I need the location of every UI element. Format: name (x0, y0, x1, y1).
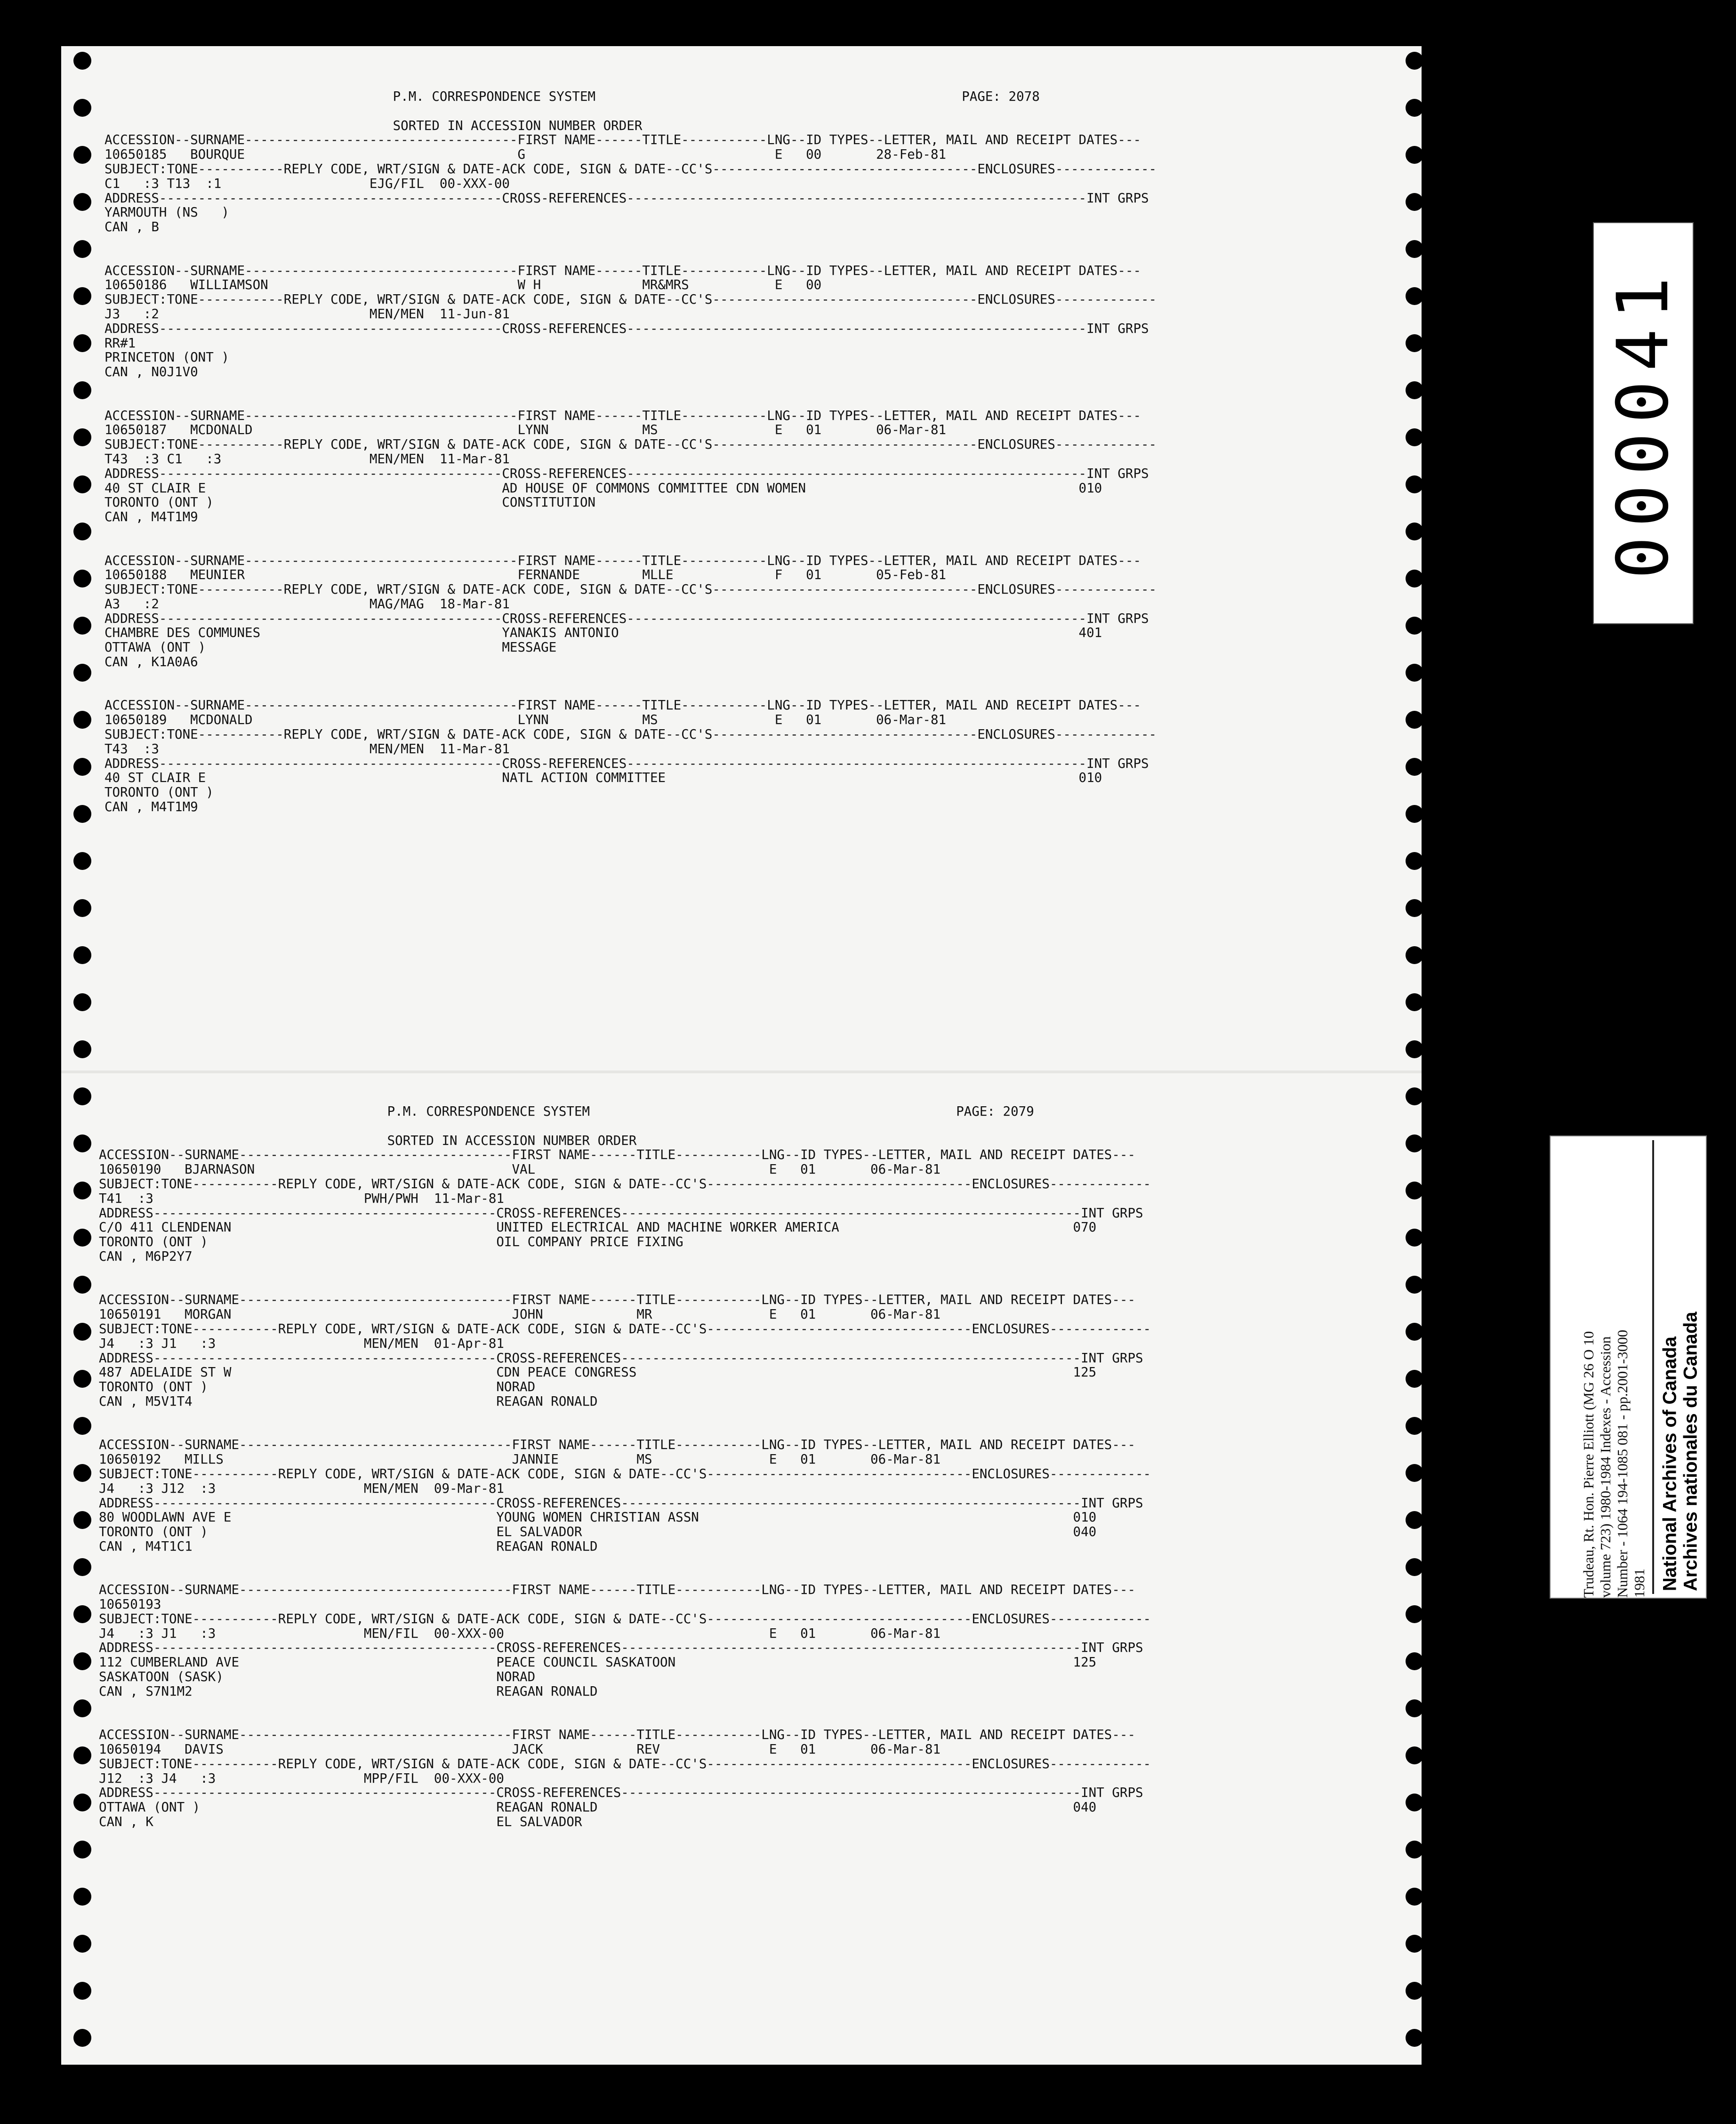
feed-hole (73, 946, 91, 964)
feed-hole (1406, 475, 1423, 493)
feed-hole (1406, 1323, 1423, 1341)
feed-hole (73, 1511, 91, 1529)
feed-hole (1406, 52, 1423, 70)
feed-hole (73, 1370, 91, 1388)
feed-hole (73, 99, 91, 117)
feed-hole (1406, 664, 1423, 682)
feed-hole (1406, 805, 1423, 823)
report-page-2078 (61, 46, 1422, 1054)
feed-hole (1406, 193, 1423, 211)
feed-hole (1406, 1605, 1423, 1623)
feed-hole (73, 240, 91, 258)
feed-hole (1406, 946, 1423, 964)
feed-hole (1406, 1511, 1423, 1529)
feed-hole (73, 475, 91, 493)
frame-number-tab (1593, 222, 1694, 624)
feed-hole (73, 334, 91, 352)
frame-number: 000041 (1602, 267, 1684, 579)
feed-hole (1406, 381, 1423, 399)
feed-hole (1406, 1040, 1423, 1058)
feed-hole (1406, 1794, 1423, 1811)
page-2079-listing: P.M. CORRESPONDENCE SYSTEM PAGE: 2079 SORTED IN ACCESSION NUMBER ORDER ACCESSION--SURNAME-----------------------------------FIRST NAME------TITLE-----------LNG--ID TYPES--LETTER, MAIL AND RECEIPT DATES--- 10650190 BJARNASON VAL E 01 06-Mar-81 SUBJECT:TONE-----------REPLY CODE, WRT/SIGN & DATE-ACK CODE, SIGN & DATE--CC'S----------------------------------ENCLOSURES------------- T41 :3 PWH/PWH 11-Mar-81 ADDRESS--------------------------------------------CROSS-REFERENCES-----------------------------------------------------------INT GRPS C/O 411 CLENDENAN UNITED ELECTRICAL AND MACHINE WORKER AMERICA 070 TORONTO (ONT ) OIL COMPANY PRICE FIXING CAN , M6P2Y7 ACCESSION--SURNAME-----------------------------------FIRST NAME------TITLE-----------LNG--ID TYPES--LETTER, MAIL AND RECEIPT DATES--- 10650191 MORGAN JOHN MR E 01 06-Mar-81 SUBJECT:TONE-----------REPLY CODE, WRT/SIGN & DATE-ACK CODE, SIGN & DATE--CC'S----------------------------------ENCLOSURES------------- J4 :3 J1 :3 MEN/MEN 01-Apr-81 ADDRESS--------------------------------------------CROSS-REFERENCES-----------------------------------------------------------INT GRPS 487 ADELAIDE ST W CDN PEACE CONGRESS 125 TORONTO (ONT ) NORAD CAN , M5V1T4 REAGAN RONALD ACCESSION--SURNAME-----------------------------------FIRST NAME------TITLE-----------LNG--ID TYPES--LETTER, MAIL AND RECEIPT DATES--- 10650192 MILLS JANNIE MS E 01 06-Mar-81 SUBJECT:TONE-----------REPLY CODE, WRT/SIGN & DATE-ACK CODE, SIGN & DATE--CC'S----------------------------------ENCLOSURES------------- J4 :3 J12 :3 MEN/MEN 09-Mar-81 ADDRESS--------------------------------------------CROSS-REFERENCES-----------------------------------------------------------INT GRPS 80 WOODLAWN AVE E YOUNG WOMEN CHRISTIAN ASSN 010 TORONTO (ONT ) EL SALVADOR 040 CAN , M4T1C1 REAGAN RONALD ACCESSION--SURNAME-----------------------------------FIRST NAME------TITLE-----------LNG--ID TYPES--LETTER, MAIL AND RECEIPT DATES--- 10650193 SUBJECT:TONE-----------REPLY CODE, WRT/SIGN & DATE-ACK CODE, SIGN & DATE--CC'S----------------------------------ENCLOSURES------------- J4 :3 J1 :3 MEN/FIL 00-XXX-00 E 01 06-Mar-81 ADDRESS--------------------------------------------CROSS-REFERENCES-----------------------------------------------------------INT GRPS 112 CUMBERLAND AVE PEACE COUNCIL SASKATOON 125 SASKATOON (SASK) NORAD CAN , S7N1M2 REAGAN RONALD ACCESSION--SURNAME-----------------------------------FIRST NAME------TITLE-----------LNG--ID TYPES--LETTER, MAIL AND RECEIPT DATES--- 10650194 DAVIS JACK REV E 01 06-Mar-81 SUBJECT:TONE-----------REPLY CODE, WRT/SIGN & DATE-ACK CODE, SIGN & DATE--CC'S----------------------------------ENCLOSURES------------- J12 :3 J4 :3 MPP/FIL 00-XXX-00 ADDRESS--------------------------------------------CROSS-REFERENCES-----------------------------------------------------------INT GRPS OTTAWA (ONT ) REAGAN RONALD 040 CAN , K EL SALVADOR (99, 1104, 1151, 1830)
feed-hole (73, 1276, 91, 1294)
archive-description: Trudeau, Rt. Hon. Pierre Elliott (MG 26 O 10 volume 723) 1980-1984 Indexes - Accession Number - 1064 194-1085 081 - pp.2001-3000 1981 (1580, 1329, 1648, 1598)
feed-hole (73, 1699, 91, 1717)
feed-hole (73, 52, 91, 70)
feed-hole (73, 617, 91, 635)
feed-hole (73, 758, 91, 776)
feed-hole (73, 1323, 91, 1341)
feed-hole (73, 1464, 91, 1482)
feed-hole (73, 381, 91, 399)
feed-hole (1406, 993, 1423, 1011)
feed-hole (1406, 1182, 1423, 1199)
feed-hole (1406, 1134, 1423, 1152)
feed-hole (73, 1417, 91, 1435)
feed-hole (73, 523, 91, 540)
feed-hole (1406, 1087, 1423, 1105)
feed-hole (73, 1841, 91, 1858)
feed-hole (73, 1182, 91, 1199)
feed-hole (1406, 99, 1423, 117)
feed-hole (73, 664, 91, 682)
feed-hole (1406, 1558, 1423, 1576)
feed-hole (73, 899, 91, 917)
feed-hole (73, 2029, 91, 2047)
feed-hole (73, 146, 91, 164)
label-divider (1652, 1140, 1654, 1594)
feed-hole (1406, 2029, 1423, 2047)
feed-hole (73, 1794, 91, 1811)
feed-hole (73, 428, 91, 446)
feed-hole (73, 570, 91, 587)
feed-hole (1406, 523, 1423, 540)
feed-hole (1406, 617, 1423, 635)
printout-sheet (61, 46, 1422, 2065)
feed-hole (1406, 1276, 1423, 1294)
feed-hole (73, 1134, 91, 1152)
feed-hole (1406, 758, 1423, 776)
feed-hole (1406, 146, 1423, 164)
feed-hole (1406, 287, 1423, 305)
feed-hole (1406, 1699, 1423, 1717)
feed-hole (1406, 1841, 1423, 1858)
feed-hole (1406, 1982, 1423, 2000)
feed-hole (1406, 852, 1423, 870)
feed-hole (1406, 1652, 1423, 1670)
feed-hole (1406, 1229, 1423, 1247)
feed-hole (73, 711, 91, 729)
feed-hole (73, 1888, 91, 1906)
archive-label (1550, 1135, 1707, 1599)
feed-hole (1406, 570, 1423, 587)
feed-hole (1406, 1464, 1423, 1482)
feed-hole (1406, 1746, 1423, 1764)
feed-hole (73, 1087, 91, 1105)
feed-hole (1406, 1417, 1423, 1435)
page-2078-listing: P.M. CORRESPONDENCE SYSTEM PAGE: 2078 SORTED IN ACCESSION NUMBER ORDER ACCESSION--SURNAME-----------------------------------FIRST NAME------TITLE-----------LNG--ID TYPES--LETTER, MAIL AND RECEIPT DATES--- 10650185 BOURQUE G E 00 28-Feb-81 SUBJECT:TONE-----------REPLY CODE, WRT/SIGN & DATE-ACK CODE, SIGN & DATE--CC'S----------------------------------ENCLOSURES------------- C1 :3 T13 :1 EJG/FIL 00-XXX-00 ADDRESS--------------------------------------------CROSS-REFERENCES-----------------------------------------------------------INT GRPS YARMOUTH (NS ) CAN , B ACCESSION--SURNAME-----------------------------------FIRST NAME------TITLE-----------LNG--ID TYPES--LETTER, MAIL AND RECEIPT DATES--- 10650186 WILLIAMSON W H MR&MRS E 00 SUBJECT:TONE-----------REPLY CODE, WRT/SIGN & DATE-ACK CODE, SIGN & DATE--CC'S----------------------------------ENCLOSURES------------- J3 :2 MEN/MEN 11-Jun-81 ADDRESS--------------------------------------------CROSS-REFERENCES-----------------------------------------------------------INT GRPS RR#1 PRINCETON (ONT ) CAN , N0J1V0 ACCESSION--SURNAME-----------------------------------FIRST NAME------TITLE-----------LNG--ID TYPES--LETTER, MAIL AND RECEIPT DATES--- 10650187 MCDONALD LYNN MS E 01 06-Mar-81 SUBJECT:TONE-----------REPLY CODE, WRT/SIGN & DATE-ACK CODE, SIGN & DATE--CC'S----------------------------------ENCLOSURES------------- T43 :3 C1 :3 MEN/MEN 11-Mar-81 ADDRESS--------------------------------------------CROSS-REFERENCES-----------------------------------------------------------INT GRPS 40 ST CLAIR E AD HOUSE OF COMMONS COMMITTEE CDN WOMEN 010 TORONTO (ONT ) CONSTITUTION CAN , M4T1M9 ACCESSION--SURNAME-----------------------------------FIRST NAME------TITLE-----------LNG--ID TYPES--LETTER, MAIL AND RECEIPT DATES--- 10650188 MEUNIER FERNANDE MLLE F 01 05-Feb-81 SUBJECT:TONE-----------REPLY CODE, WRT/SIGN & DATE-ACK CODE, SIGN & DATE--CC'S----------------------------------ENCLOSURES------------- A3 :2 MAG/MAG 18-Mar-81 ADDRESS--------------------------------------------CROSS-REFERENCES-----------------------------------------------------------INT GRPS CHAMBRE DES COMMUNES YANAKIS ANTONIO 401 OTTAWA (ONT ) MESSAGE CAN , K1A0A6 ACCESSION--SURNAME-----------------------------------FIRST NAME------TITLE-----------LNG--ID TYPES--LETTER, MAIL AND RECEIPT DATES--- 10650189 MCDONALD LYNN MS E 01 06-Mar-81 SUBJECT:TONE-----------REPLY CODE, WRT/SIGN & DATE-ACK CODE, SIGN & DATE--CC'S----------------------------------ENCLOSURES------------- T43 :3 MEN/MEN 11-Mar-81 ADDRESS--------------------------------------------CROSS-REFERENCES-----------------------------------------------------------INT GRPS 40 ST CLAIR E NATL ACTION COMMITTEE 010 TORONTO (ONT ) CAN , M4T1M9 (104, 89, 1157, 815)
feed-hole (1406, 1888, 1423, 1906)
feed-hole (1406, 1370, 1423, 1388)
feed-hole (1406, 428, 1423, 446)
feed-hole (73, 1746, 91, 1764)
feed-hole (73, 1935, 91, 1953)
feed-hole (73, 1558, 91, 1576)
feed-hole (1406, 1935, 1423, 1953)
feed-hole (73, 1040, 91, 1058)
feed-hole (73, 993, 91, 1011)
feed-hole (73, 193, 91, 211)
feed-hole (73, 805, 91, 823)
feed-hole (73, 1982, 91, 2000)
feed-hole (1406, 899, 1423, 917)
feed-hole (73, 1605, 91, 1623)
feed-hole (73, 1229, 91, 1247)
feed-hole (1406, 334, 1423, 352)
archive-name: National Archives of Canada Archives nationales du Canada (1659, 1311, 1701, 1591)
feed-hole (73, 852, 91, 870)
feed-hole (1406, 240, 1423, 258)
feed-hole (1406, 711, 1423, 729)
feed-hole (73, 1652, 91, 1670)
report-page-2079 (61, 1072, 1422, 2080)
feed-hole (73, 287, 91, 305)
